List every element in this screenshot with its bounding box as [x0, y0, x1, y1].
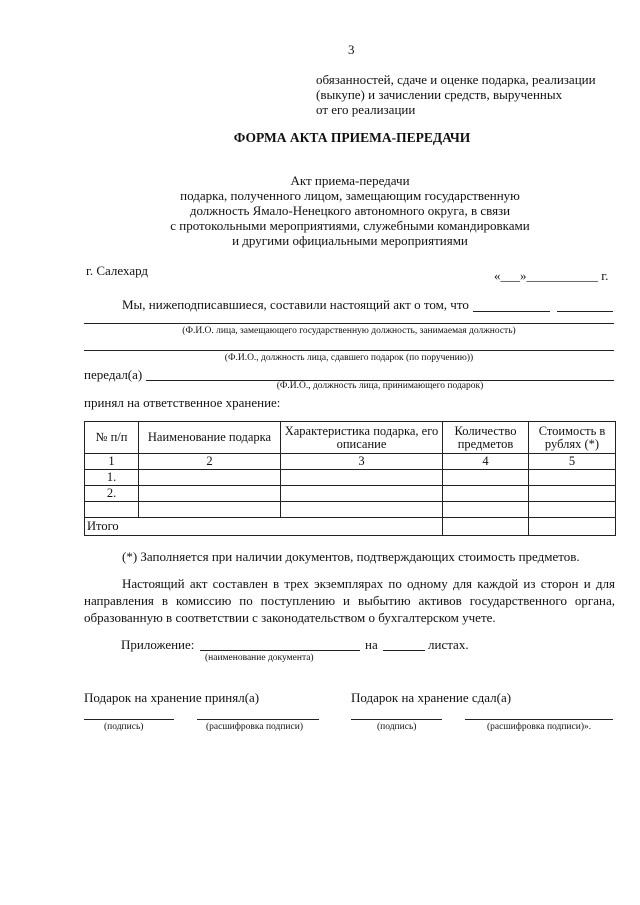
act-title-line: с протокольными мероприятиями, служебными командировками: [170, 218, 530, 233]
col-number: 1: [85, 454, 139, 470]
right-signature-caption: (подпись): [377, 722, 417, 732]
right-decode-caption: (расшифровка подписи)».: [487, 722, 592, 732]
col-header-number: № п/п: [85, 422, 139, 454]
table-cell: 1.: [85, 470, 139, 486]
appendix-on: на: [365, 637, 378, 652]
table-cell[interactable]: [529, 486, 616, 502]
header-ref-line: обязанностей, сдаче и оценке подарка, реализации: [316, 72, 596, 87]
header-ref-line: от его реализации: [316, 102, 416, 117]
left-signature-line[interactable]: [84, 719, 174, 720]
receiver-official-line[interactable]: [84, 323, 614, 324]
left-decode-line[interactable]: [197, 719, 319, 720]
total-cost[interactable]: [529, 518, 616, 536]
intro-blank-2[interactable]: [557, 311, 613, 312]
intro-blank-1[interactable]: [473, 311, 550, 312]
footnote: (*) Заполняется при наличии документов, подтверждающих стоимость предметов.: [122, 549, 580, 564]
table-cell: 2.: [85, 486, 139, 502]
left-signature-title: Подарок на хранение принял(а): [84, 690, 260, 705]
table-cell[interactable]: [281, 470, 443, 486]
appendix-sheets-label: листах.: [428, 637, 469, 652]
col-header-name: Наименование подарка: [139, 422, 281, 454]
act-title-line: Акт приема-передачи: [290, 173, 410, 188]
table-cell[interactable]: [281, 502, 443, 518]
table-header-row: [85, 422, 616, 454]
table-total-row: [85, 518, 616, 536]
table-row: [85, 502, 616, 518]
act-title-line: должность Ямало-Ненецкого автономного округа, в связи: [189, 203, 511, 218]
total-label: Итого: [85, 518, 443, 536]
date-field[interactable]: «___»___________ г.: [494, 268, 609, 283]
table-cell[interactable]: [443, 486, 529, 502]
left-decode-caption: (расшифровка подписи): [206, 722, 303, 732]
table-cell[interactable]: [443, 502, 529, 518]
intro-text: Мы, нижеподписавшиеся, составили настоящий акт о том, что: [122, 297, 469, 312]
appendix-document-field[interactable]: [200, 650, 360, 651]
table-cell[interactable]: [529, 502, 616, 518]
accepted-text: принял на ответственное хранение:: [84, 395, 281, 410]
gifts-table: [84, 421, 616, 536]
appendix-label: Приложение:: [121, 637, 195, 652]
table-row: [85, 486, 616, 502]
right-signature-title: Подарок на хранение сдал(а): [351, 690, 512, 705]
table-number-row: [85, 454, 616, 470]
giver-caption: (Ф.И.О., должность лица, сдавшего подарок (по поручению)): [224, 353, 474, 363]
page-number: 3: [348, 42, 355, 57]
col-number: 3: [281, 454, 443, 470]
header-ref-line: (выкупе) и зачислении средств, вырученных: [316, 87, 563, 102]
form-title: ФОРМА АКТА ПРИЕМА-ПЕРЕДАЧИ: [233, 130, 471, 145]
city: г. Салехард: [86, 263, 149, 278]
giver-line[interactable]: [84, 350, 614, 351]
transferred-label: передал(а): [84, 367, 143, 382]
table-cell: [85, 502, 139, 518]
table-cell[interactable]: [529, 470, 616, 486]
left-signature-caption: (подпись): [104, 722, 144, 732]
right-signature-line[interactable]: [351, 719, 442, 720]
col-number: 4: [443, 454, 529, 470]
col-header-cost: Стоимость в рублях (*): [529, 422, 616, 454]
appendix-caption: (наименование документа): [205, 653, 314, 663]
receiver-caption: (Ф.И.О., должность лица, принимающего подарок): [276, 381, 484, 391]
table-cell[interactable]: [443, 470, 529, 486]
table-cell[interactable]: [281, 486, 443, 502]
act-title-line: и другими официальными мероприятиями: [232, 233, 468, 248]
act-title-line: подарка, полученного лицом, замещающим государственную: [180, 188, 520, 203]
table-cell[interactable]: [139, 486, 281, 502]
table-row: [85, 470, 616, 486]
table-cell[interactable]: [139, 502, 281, 518]
col-header-description: Характеристика подарка, его описание: [281, 422, 443, 454]
total-quantity[interactable]: [443, 518, 529, 536]
table-cell[interactable]: [139, 470, 281, 486]
col-number: 2: [139, 454, 281, 470]
right-decode-line[interactable]: [465, 719, 613, 720]
receiver-official-caption: (Ф.И.О. лица, замещающего государственную должность, занимаемая должность): [182, 326, 516, 336]
col-header-quantity: Количество предметов: [443, 422, 529, 454]
appendix-sheets-field[interactable]: [383, 650, 425, 651]
col-number: 5: [529, 454, 616, 470]
closing-paragraph: Настоящий акт составлен в трех экземплярах по одному для каждой из сторон и для направления в комиссию по поступлению и выбытию активов государственного органа, образованную в соответствии с законодательством о бухгалтерском учете.: [84, 576, 615, 625]
